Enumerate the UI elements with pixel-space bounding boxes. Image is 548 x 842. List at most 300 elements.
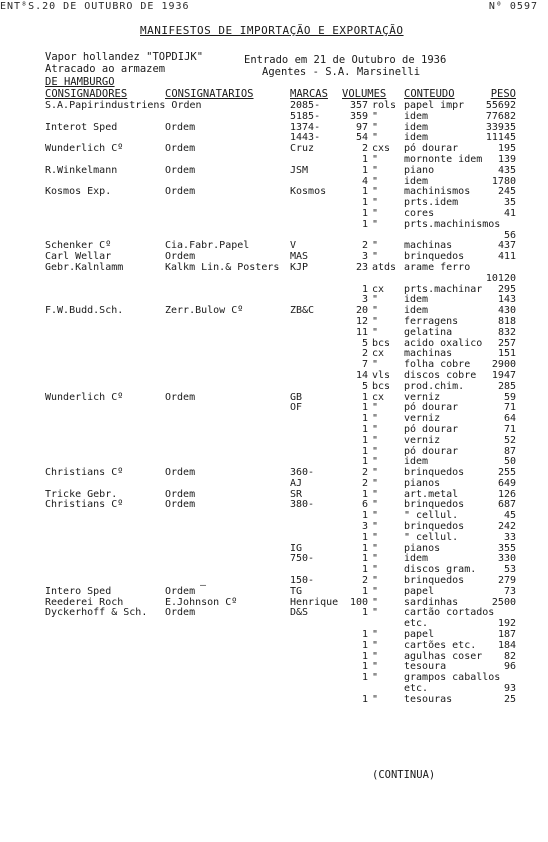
volumes-unit-cell: bcs (372, 380, 391, 392)
weight-cell: 87 (503, 445, 516, 457)
contents-cell: etc. (404, 683, 429, 695)
weight-cell: 52 (503, 434, 516, 446)
marks-cell: KJP (290, 261, 309, 273)
weight-cell: 285 (497, 380, 516, 392)
volumes-unit-cell: " (372, 531, 379, 543)
volumes-qty-cell: 1 (361, 445, 368, 457)
contents-cell: tesoura (404, 661, 447, 673)
marks-cell: 5185- (290, 110, 321, 122)
volumes-unit-cell: " (372, 132, 379, 144)
contents-cell: idem (404, 121, 429, 133)
volumes-qty-cell: 1 (361, 413, 368, 425)
table-row (0, 220, 548, 231)
volumes-qty-cell: 20 (355, 305, 368, 317)
volumes-qty-cell: 357 (349, 100, 368, 111)
consignatario-cell: Ordem (165, 499, 196, 511)
volumes-qty-cell: 23 (355, 261, 368, 273)
contents-cell: brinquedos (404, 467, 465, 479)
contents-cell: brinquedos (404, 575, 465, 587)
volumes-qty-cell: 1 (361, 391, 368, 403)
marks-cell: 1374- (290, 121, 321, 133)
agentes-line: Agentes - S.A. Marsinelli (262, 66, 421, 78)
volumes-qty-cell: 3 (361, 251, 368, 263)
weight-cell: 818 (497, 315, 516, 327)
table-row (0, 468, 548, 479)
volumes-qty-cell: 1 (361, 423, 368, 435)
volumes-qty-cell: 11 (355, 326, 368, 338)
volumes-unit-cell: " (372, 521, 379, 533)
table-row (0, 166, 548, 177)
table-row (0, 608, 548, 619)
volumes-unit-cell: " (372, 121, 379, 133)
volumes-unit-cell: " (372, 585, 379, 597)
weight-cell: 242 (497, 521, 516, 533)
table-row (0, 371, 548, 382)
contents-cell: acido oxalico (404, 337, 483, 349)
consignee-cell: S.A.Papirindustriens Orden (45, 100, 202, 111)
volumes-unit-cell: " (372, 510, 379, 522)
table-row (0, 403, 548, 414)
contents-cell: grampos caballos (404, 672, 501, 684)
contents-cell: brinquedos (404, 251, 465, 263)
weight-cell: 279 (497, 575, 516, 587)
volumes-qty-cell: 2 (361, 575, 368, 587)
volumes-qty-cell: 1 (361, 153, 368, 165)
weight-cell: 832 (497, 326, 516, 338)
contents-cell: pó dourar (404, 402, 459, 414)
volumes-unit-cell: " (372, 639, 379, 651)
table-row (0, 533, 548, 544)
marks-cell: SR (290, 488, 303, 500)
weight-cell: 50 (503, 456, 516, 468)
table-row (0, 187, 548, 198)
marks-cell: Kosmos (290, 186, 327, 198)
volumes-unit-cell: " (372, 153, 379, 165)
volumes-unit-cell: " (372, 499, 379, 511)
volumes-unit-cell: rols (372, 100, 397, 111)
volumes-unit-cell: " (372, 186, 379, 198)
contents-cell: cartões etc. (404, 639, 477, 651)
contents-cell: idem (404, 294, 429, 306)
table-row (0, 619, 548, 630)
weight-cell: 192 (497, 618, 516, 630)
contents-cell: " cellul. (404, 531, 459, 543)
col-head-connected: CONSIGNATARIOS (165, 88, 254, 100)
contents-cell: cores (404, 207, 435, 219)
volumes-unit-cell: " (372, 693, 379, 705)
volumes-qty-cell: 1 (361, 542, 368, 554)
volumes-unit-cell: " (372, 553, 379, 565)
volumes-qty-cell: 1 (361, 186, 368, 198)
weight-cell: 41 (503, 207, 516, 219)
contents-cell: idem (404, 132, 429, 144)
volumes-qty-cell: 1 (361, 402, 368, 414)
continua-label: (CONTINUA) (372, 769, 436, 781)
consignee-cell: Kosmos Exp. (45, 186, 112, 198)
contents-cell: verniz (404, 434, 441, 446)
weight-cell: 71 (503, 402, 516, 414)
weight-cell: 2500 (491, 596, 516, 608)
entrada-line: Entrado em 21 de Outubro de 1936 (244, 54, 447, 66)
table-row (0, 285, 548, 296)
consignatario-cell: Zerr.Bulow Cº (165, 305, 244, 317)
volumes-unit-cell: " (372, 423, 379, 435)
contents-cell: pianos (404, 477, 441, 489)
volumes-unit-cell: cx (372, 391, 385, 403)
contents-cell: idem (404, 110, 429, 122)
volumes-qty-cell: 3 (361, 521, 368, 533)
contents-cell: cartão cortados (404, 607, 495, 619)
contents-cell: arame ferro (404, 261, 471, 273)
weight-cell: 437 (497, 240, 516, 252)
contents-cell: folha cobre (404, 359, 471, 371)
marks-cell: ZB&C (290, 305, 315, 317)
volumes-unit-cell: bcs (372, 337, 391, 349)
contents-cell: ferragens (404, 315, 459, 327)
table-row (0, 393, 548, 404)
marks-cell: TG (290, 585, 303, 597)
table-row (0, 198, 548, 209)
atracado-line: Atracado ao armazem (45, 63, 166, 75)
consignee-cell: Reederei Roch (45, 596, 124, 608)
marks-cell: GB (290, 391, 303, 403)
weight-cell: 355 (497, 542, 516, 554)
weight-cell: 77682 (485, 110, 516, 122)
volumes-qty-cell: 1 (361, 607, 368, 619)
weight-cell: 64 (503, 413, 516, 425)
col-head-marks: MARCAS (290, 88, 328, 100)
contents-cell: pianos (404, 542, 441, 554)
contents-cell: brinquedos (404, 521, 465, 533)
volumes-unit-cell: " (372, 218, 379, 230)
top-strip (0, 0, 548, 14)
volumes-unit-cell: " (372, 488, 379, 500)
contents-cell: brinquedos (404, 499, 465, 511)
table-row (0, 328, 548, 339)
col-head-volumes: VOLUMES (342, 88, 387, 100)
marks-cell: V (290, 240, 297, 252)
volumes-qty-cell: 1 (361, 650, 368, 662)
col-head-consignees: CONSIGNADORES (45, 88, 128, 100)
col-head-contents: CONTEUDO (404, 88, 455, 100)
marks-cell: AJ (290, 477, 303, 489)
contents-cell: idem (404, 305, 429, 317)
contents-cell: papel (404, 585, 435, 597)
volumes-qty-cell: 4 (361, 175, 368, 187)
consignatario-cell: E.Johnson Cº (165, 596, 238, 608)
weight-cell: 195 (497, 143, 516, 155)
volumes-unit-cell: " (372, 575, 379, 587)
weight-cell: 139 (497, 153, 516, 165)
consignee-cell: Wunderlich Cº (45, 391, 124, 403)
volumes-qty-cell: 1 (361, 456, 368, 468)
contents-cell: papel (404, 629, 435, 641)
contents-cell: pó dourar (404, 423, 459, 435)
volumes-qty-cell: 1 (361, 197, 368, 209)
volumes-qty-cell: 14 (355, 369, 368, 381)
volumes-unit-cell: " (372, 650, 379, 662)
weight-cell: 143 (497, 294, 516, 306)
marks-cell: D&S (290, 607, 309, 619)
table-row (0, 500, 548, 511)
contents-cell: tesouras (404, 693, 453, 705)
table-row (0, 306, 548, 317)
consignatario-cell: Ordem (165, 607, 196, 619)
volumes-qty-cell: 1 (361, 693, 368, 705)
marks-cell: 1443- (290, 132, 321, 144)
contents-cell: idem (404, 456, 429, 468)
table-row (0, 112, 548, 123)
contents-cell: art.metal (404, 488, 459, 500)
contents-cell: mornonte idem (404, 153, 483, 165)
volumes-unit-cell: " (372, 251, 379, 263)
contents-cell: " cellul. (404, 510, 459, 522)
table-row (0, 511, 548, 522)
contents-cell: machinas (404, 240, 453, 252)
stray-mark: — (200, 580, 207, 591)
volumes-unit-cell: " (372, 629, 379, 641)
volumes-qty-cell: 1 (361, 434, 368, 446)
contents-cell: prod.chim. (404, 380, 465, 392)
weight-cell: 71 (503, 423, 516, 435)
weight-cell: 126 (497, 488, 516, 500)
consignatario-cell: Cia.Fabr.Papel (165, 240, 250, 252)
consignee-cell: Wunderlich Cº (45, 143, 124, 155)
marks-cell: Cruz (290, 143, 315, 155)
contents-cell: pó dourar (404, 445, 459, 457)
contents-cell: agulhas coser (404, 650, 483, 662)
contents-cell: idem (404, 175, 429, 187)
volumes-unit-cell: " (372, 477, 379, 489)
volumes-qty-cell: 12 (355, 315, 368, 327)
contents-cell: pó dourar (404, 143, 459, 155)
weight-cell: 10120 (485, 272, 516, 284)
weight-cell: 96 (503, 661, 516, 673)
volumes-qty-cell: 1 (361, 207, 368, 219)
volumes-qty-cell: 1 (361, 585, 368, 597)
volumes-unit-cell: " (372, 207, 379, 219)
volumes-qty-cell: 5 (361, 380, 368, 392)
page-title: MANIFESTOS DE IMPORTAÇÃO E EXPORTAÇÃO (140, 24, 404, 37)
volumes-unit-cell: vls (372, 369, 391, 381)
consignatario-cell: Ordem (165, 186, 196, 198)
volumes-unit-cell: " (372, 175, 379, 187)
table-row (0, 317, 548, 328)
top-strip-left: ENT⁸S.20 DE OUTUBRO DE 1936 (0, 1, 190, 12)
volumes-qty-cell: 1 (361, 488, 368, 500)
weight-cell: 53 (503, 564, 516, 576)
consignatario-cell: Ordem (165, 143, 196, 155)
weight-cell: 151 (497, 348, 516, 360)
weight-cell: 73 (503, 585, 516, 597)
volumes-unit-cell: " (372, 110, 379, 122)
table-row (0, 436, 548, 447)
volumes-unit-cell: " (372, 661, 379, 673)
contents-cell: machinismos (404, 186, 471, 198)
weight-cell: 649 (497, 477, 516, 489)
table-row (0, 684, 548, 695)
marks-cell: IG (290, 542, 303, 554)
volumes-unit-cell: " (372, 305, 379, 317)
contents-cell: piano (404, 164, 435, 176)
volumes-unit-cell: " (372, 542, 379, 554)
weight-cell: 35 (503, 197, 516, 209)
weight-cell: 93 (503, 683, 516, 695)
table-row (0, 652, 548, 663)
volumes-qty-cell: 359 (349, 110, 368, 122)
consignatario-cell: Ordem (165, 121, 196, 133)
contents-cell: etc. (404, 618, 429, 630)
contents-cell: gelatina (404, 326, 453, 338)
table-row (0, 339, 548, 350)
weight-cell: 430 (497, 305, 516, 317)
col-head-weight: PESO (490, 88, 516, 100)
contents-cell: idem (404, 553, 429, 565)
volumes-qty-cell: 54 (355, 132, 368, 144)
volumes-unit-cell: " (372, 564, 379, 576)
table-row (0, 274, 548, 285)
consignatario-cell: Ordem (165, 585, 196, 597)
volumes-qty-cell: 1 (361, 672, 368, 684)
volumes-qty-cell: 97 (355, 121, 368, 133)
table-row (0, 382, 548, 393)
consignatario-cell: Ordem (165, 251, 196, 263)
table-row (0, 425, 548, 436)
consignatario-cell: Ordem (165, 467, 196, 479)
volumes-unit-cell: " (372, 164, 379, 176)
weight-cell: 187 (497, 629, 516, 641)
table-row (0, 522, 548, 533)
consignee-cell: Intero Sped (45, 585, 112, 597)
marks-cell: 150- (290, 575, 315, 587)
contents-cell: prts.machinar (404, 283, 483, 295)
volumes-qty-cell: 2 (361, 348, 368, 360)
volumes-qty-cell: 1 (361, 629, 368, 641)
marks-cell: Henrique (290, 596, 339, 608)
consignee-cell: Carl Wellar (45, 251, 112, 263)
weight-cell: 257 (497, 337, 516, 349)
contents-cell: verniz (404, 413, 441, 425)
vapor-line: Vapor hollandez "TOPDIJK" (45, 51, 204, 63)
contents-cell: papel impr (404, 100, 465, 111)
volumes-qty-cell: 1 (361, 510, 368, 522)
weight-cell: 1780 (491, 175, 516, 187)
volumes-unit-cell: " (372, 315, 379, 327)
volumes-qty-cell: 2 (361, 467, 368, 479)
weight-cell: 45 (503, 510, 516, 522)
volumes-unit-cell: " (372, 413, 379, 425)
volumes-qty-cell: 2 (361, 477, 368, 489)
contents-cell: prts.idem (404, 197, 459, 209)
volumes-unit-cell: " (372, 596, 379, 608)
consignatario-cell: Ordem (165, 391, 196, 403)
volumes-unit-cell: " (372, 197, 379, 209)
volumes-unit-cell: cx (372, 348, 385, 360)
volumes-unit-cell: " (372, 402, 379, 414)
weight-cell: 330 (497, 553, 516, 565)
table-row (0, 447, 548, 458)
volumes-qty-cell: 7 (361, 359, 368, 371)
table-row (0, 673, 548, 684)
volumes-qty-cell: 3 (361, 294, 368, 306)
weight-cell: 435 (497, 164, 516, 176)
weight-cell: 245 (497, 186, 516, 198)
marks-cell: 360- (290, 467, 315, 479)
volumes-qty-cell: 1 (361, 164, 368, 176)
consignatario-cell: Ordem (165, 488, 196, 500)
volumes-unit-cell: " (372, 456, 379, 468)
table-row (0, 101, 548, 112)
table-row (0, 544, 548, 555)
volumes-unit-cell: " (372, 607, 379, 619)
consignee-cell: Tricke Gebr. (45, 488, 118, 500)
volumes-qty-cell: 1 (361, 283, 368, 295)
weight-cell: 687 (497, 499, 516, 511)
table-row (0, 414, 548, 425)
volumes-qty-cell: 1 (361, 564, 368, 576)
marks-cell: OF (290, 402, 303, 414)
weight-cell: 82 (503, 650, 516, 662)
consignatario-cell: Ordem (165, 164, 196, 176)
volumes-unit-cell: " (372, 672, 379, 684)
consignee-cell: Gebr.Kalnlamm (45, 261, 124, 273)
volumes-qty-cell: 1 (361, 661, 368, 673)
marks-cell: MAS (290, 251, 309, 263)
table-row (0, 123, 548, 134)
consignee-cell: Christians Cº (45, 499, 124, 511)
weight-cell: 255 (497, 467, 516, 479)
weight-cell: 1947 (491, 369, 516, 381)
contents-cell: verniz (404, 391, 441, 403)
contents-cell: discos gram. (404, 564, 477, 576)
weight-cell: 55692 (485, 100, 516, 111)
table-row (0, 263, 548, 274)
marks-cell: 750- (290, 553, 315, 565)
volumes-unit-cell: cxs (372, 143, 391, 155)
weight-cell: 2900 (491, 359, 516, 371)
volumes-unit-cell: " (372, 294, 379, 306)
volumes-unit-cell: " (372, 326, 379, 338)
weight-cell: 25 (503, 693, 516, 705)
volumes-unit-cell: " (372, 240, 379, 252)
contents-cell: machinas (404, 348, 453, 360)
volumes-qty-cell: 2 (361, 143, 368, 155)
contents-cell: discos cobre (404, 369, 477, 381)
weight-cell: 33935 (485, 121, 516, 133)
volumes-qty-cell: 100 (349, 596, 368, 608)
volumes-qty-cell: 1 (361, 553, 368, 565)
contents-cell: sardinhas (404, 596, 459, 608)
marks-cell: JSM (290, 164, 309, 176)
volumes-qty-cell: 6 (361, 499, 368, 511)
weight-cell: 56 (503, 229, 516, 241)
page-number: N⁰ 0597 (488, 1, 538, 12)
weight-cell: 11145 (485, 132, 516, 144)
weight-cell: 184 (497, 639, 516, 651)
consignee-cell: Christians Cº (45, 467, 124, 479)
table-row (0, 565, 548, 576)
origem-line: DE HAMBURGO (45, 76, 115, 88)
weight-cell: 59 (503, 391, 516, 403)
weight-cell: 33 (503, 531, 516, 543)
volumes-qty-cell: 2 (361, 240, 368, 252)
volumes-qty-cell: 1 (361, 531, 368, 543)
marks-cell: 2085- (290, 100, 321, 111)
volumes-unit-cell: " (372, 467, 379, 479)
consignee-cell: Schenker Cº (45, 240, 112, 252)
volumes-unit-cell: cx (372, 283, 385, 295)
manifest-table (0, 101, 548, 706)
